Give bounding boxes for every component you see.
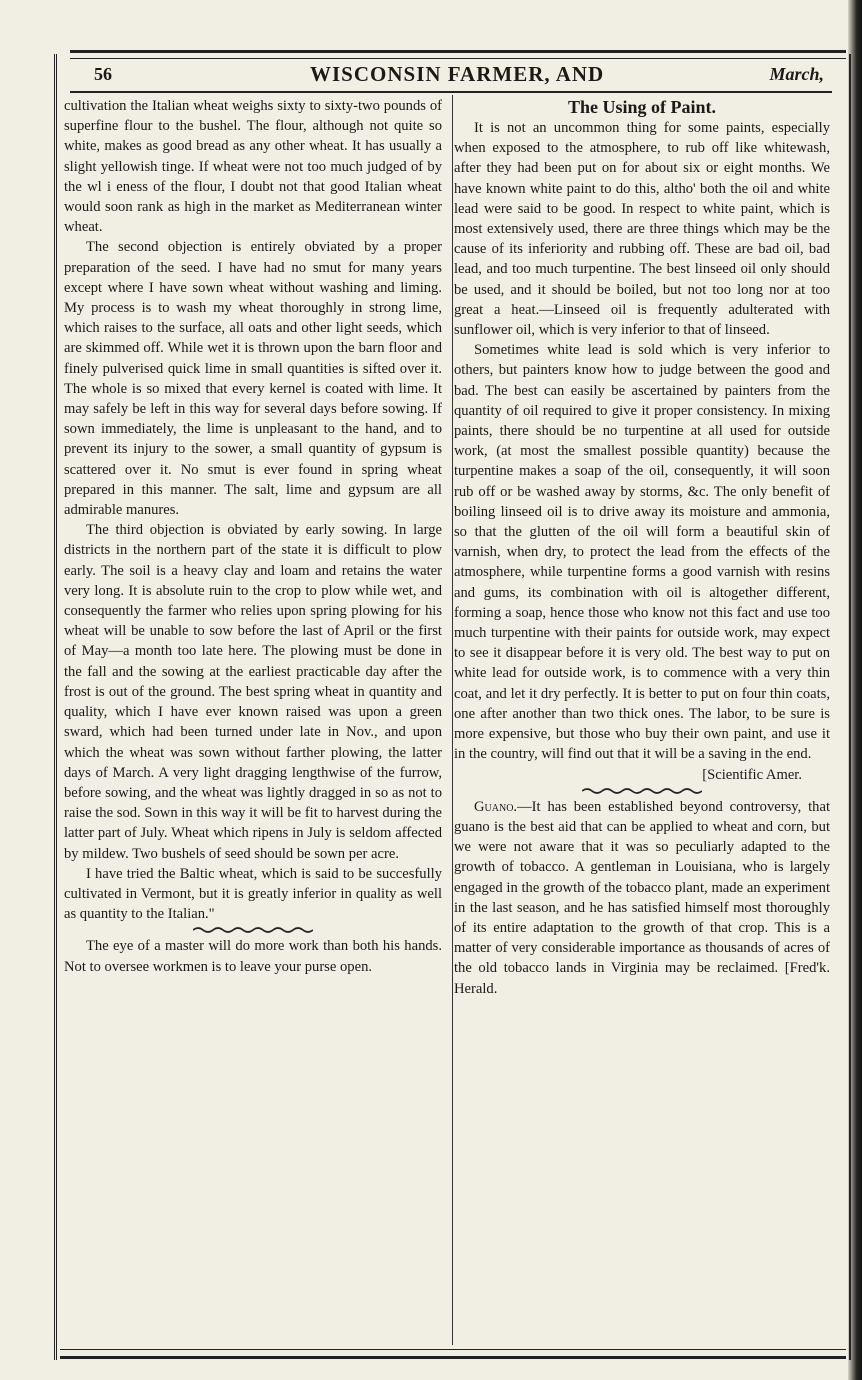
guano-paragraph xyxy=(454,797,830,999)
article-attribution: [Scientific Amer. xyxy=(702,766,802,783)
issue-month: March, xyxy=(769,64,824,84)
wavy-divider xyxy=(193,926,313,934)
left-paragraph-2: The second objection is entirely obviated by a proper preparation of the seed. I have had no smut for many years except where I have sown wheat without washing and liming. My process is to wash my wheat thoroughly in strong lime, which raises to the surface, all oats and other light seeds, which are skimmed off. While wet it is thrown upon the barn floor and finely pulverised quick lime in small quantities is sifted over it. The whole is so mixed that every kernel is coated with lime. It may safely be left in this way for several days before sowing. If sown immediately, the lime is unpleasant to the hand, and to prevent its injury to the sower, a small quantity of gypsum is scattered over it. No smut is ever found in spring wheat prepared in this manner. The salt, lime and gypsum are all admirable manures. xyxy=(64,239,442,519)
left-paragraph-5: The eye of a master will do more work than both his hands. Not to oversee workmen is to leave your purse open. xyxy=(64,938,442,975)
right-paragraph-2: Sometimes white lead is sold which is very inferior to others, but painters know how to judge between the good and bad. The best can easily be ascertained by painters from the quantity of oil required to give it proper consistency. In mixing paints, there should be no turpentine at all used for outside work, (at most the smallest possible quantity) because the turpentine makes a soap of the oil, consequently, it will soon rub off or be washed away by storms, &c. The only benefit of boiling linseed oil is to drive away its moisture and ammonia, so that the glutten of the oil will form a beautiful skin of varnish, when dry, to protect the lead from the effects of the atmosphere, while turpentine forms a good varnish with resins and gums, its combination with oil is altogether different, forming a soap, hence those who know not this fact and use too much turpentine with their paints for outside work, may expect to see it disappear before it is very old. The best way to put on white lead for outside work, is to commence with a very thin coat, and let it dry perfectly. It is better to put on four thin coats, one after another than two thick ones. The labor, to be sure is more expensive, but those who buy their own paint, and use it in the country, will find out that it will be a saving in the end. xyxy=(454,342,830,763)
page-header xyxy=(70,60,830,90)
guano-text: —It has been established beyond controversy, that guano is the best aid that can be applied to wheat and corn, but we were not aware that it was so peculiarly adapted to the growth of tobacco. A gentleman in Louisiana, who is largely engaged in the growth of the tobacco plant, made an experiment in the last season, and he has satisfied himself most thoroughly of its entire adaptation to the growth of that crop. This is a matter of very considerable importance as thousands of acres of the old tobacco lands in Virginia may be reclaimed. xyxy=(454,798,830,977)
page-number: 56 xyxy=(94,64,112,84)
guano-label: Guano. xyxy=(474,798,518,815)
masthead-title: WISCONSIN FARMER, AND xyxy=(310,62,605,86)
right-paragraph-1: It is not an uncommon thing for some paints, especially when exposed to the atmosphere, to rub off like whitewash, after they had been put on for about six or eight months. We have known white paint to do this, altho' both the oil and white lead were said to be good. In respect to white paint, which is most extensively used, there are three things which may be the cause of its inferiority and rubbing off. These are bad oil, bad lead, and too much turpentine. The best linseed oil only should be used, and it should be boiled, but not too long nor at too great a heat.—Linseed oil is frequently adulterated with sunflower oil, which is very inferior to that of linseed. xyxy=(454,120,830,339)
bottom-rule xyxy=(60,1349,846,1359)
top-rule xyxy=(70,50,846,59)
column-divider xyxy=(452,95,453,1345)
wavy-divider xyxy=(582,787,702,795)
left-paragraph-1: cultivation the Italian wheat weighs sixty to sixty-two pounds of superfine flour to the bushel. The flour, although not quite so white, makes as good bread as any other wheat. It has usually a slight yellowish tinge. If wheat were not too much judged of by the wl i eness of the flour, I doubt not that good Italian wheat would soon rank as high in the market as Mediterranean winter wheat. xyxy=(64,98,442,236)
article-title: The Using of Paint. xyxy=(567,97,717,117)
right-column xyxy=(454,96,830,999)
guano-attribution: [Fred'k. Herald. xyxy=(454,960,830,997)
left-paragraph-4: I have tried the Baltic wheat, which is said to be succesfully cultivated in Vermont, but it is greatly inferior in quality as well as quantity to the Italian." xyxy=(64,865,442,923)
left-paragraph-3: The third objection is obviated by early sowing. In large districts in the northern part of the state it is difficult to plow early. The soil is a heavy clay and loam and retains the water very long. It is absolute ruin to the crop to plow while wet, and consequently the farmer who relies upon spring plowing for his wheat will be unable to sow before the last of April or the first of May—a month too late here. The plowing must be done in the fall and the sowing at the earliest practicable day after the frost is out of the ground. The best spring wheat in quantity and quality, which I have ever known raised was upon a green sward, which had been turned under late in Nov., and upon which the wheat was sown without farther plowing, the latter days of March. A very light dragging lengthwise of the furrow, before sowing, and the wheat was lightly dragged in so as not to raise the sod. Sown in this way it will be fit to harvest during the latter part of July. Wheat which ripens in July is seldom affected by mildew. Two bushels of seed should be sown per acre. xyxy=(64,522,442,862)
left-column xyxy=(64,96,442,977)
